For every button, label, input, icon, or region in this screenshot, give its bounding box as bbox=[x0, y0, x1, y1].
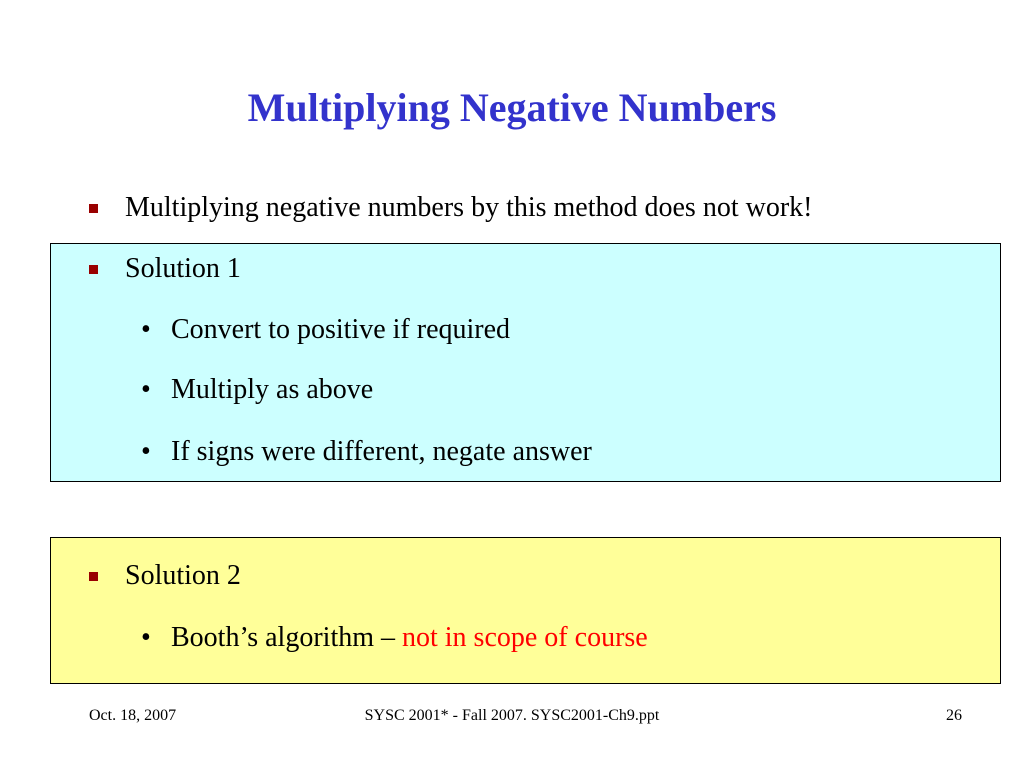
square-bullet-icon bbox=[89, 265, 98, 274]
solution2-item-highlight: not in scope of course bbox=[402, 622, 648, 653]
solution2-item-text bbox=[171, 618, 648, 658]
solution1-item bbox=[141, 370, 841, 410]
dot-bullet-icon: • bbox=[141, 436, 151, 467]
footer-date: Oct. 18, 2007 bbox=[89, 707, 177, 724]
solution2-item-prefix: Booth’s algorithm – bbox=[171, 622, 402, 653]
slide-title: Multiplying Negative Numbers bbox=[247, 85, 777, 130]
solution2-heading: Solution 2 bbox=[125, 560, 241, 591]
footer-center: SYSC 2001* - Fall 2007. SYSC2001-Ch9.ppt bbox=[364, 707, 660, 724]
footer-page-number: 26 bbox=[946, 707, 962, 724]
solution1-heading-row bbox=[89, 249, 389, 289]
intro-bullet bbox=[89, 188, 989, 228]
intro-bullet-text: Multiplying negative numbers by this method does not work! bbox=[125, 192, 813, 223]
solution1-item-text: Convert to positive if required bbox=[171, 314, 511, 345]
dot-bullet-icon: • bbox=[141, 374, 151, 405]
square-bullet-icon bbox=[89, 204, 98, 213]
solution1-item bbox=[141, 310, 841, 350]
dot-bullet-icon: • bbox=[141, 314, 151, 345]
solution1-item-text: If signs were different, negate answer bbox=[171, 436, 592, 467]
solution1-item bbox=[141, 432, 841, 472]
solution2-heading-row bbox=[89, 556, 389, 596]
square-bullet-icon bbox=[89, 572, 98, 581]
solution2-item bbox=[141, 618, 941, 658]
solution1-item-text: Multiply as above bbox=[171, 374, 374, 405]
solution1-heading: Solution 1 bbox=[125, 253, 241, 284]
dot-bullet-icon: • bbox=[141, 622, 151, 653]
